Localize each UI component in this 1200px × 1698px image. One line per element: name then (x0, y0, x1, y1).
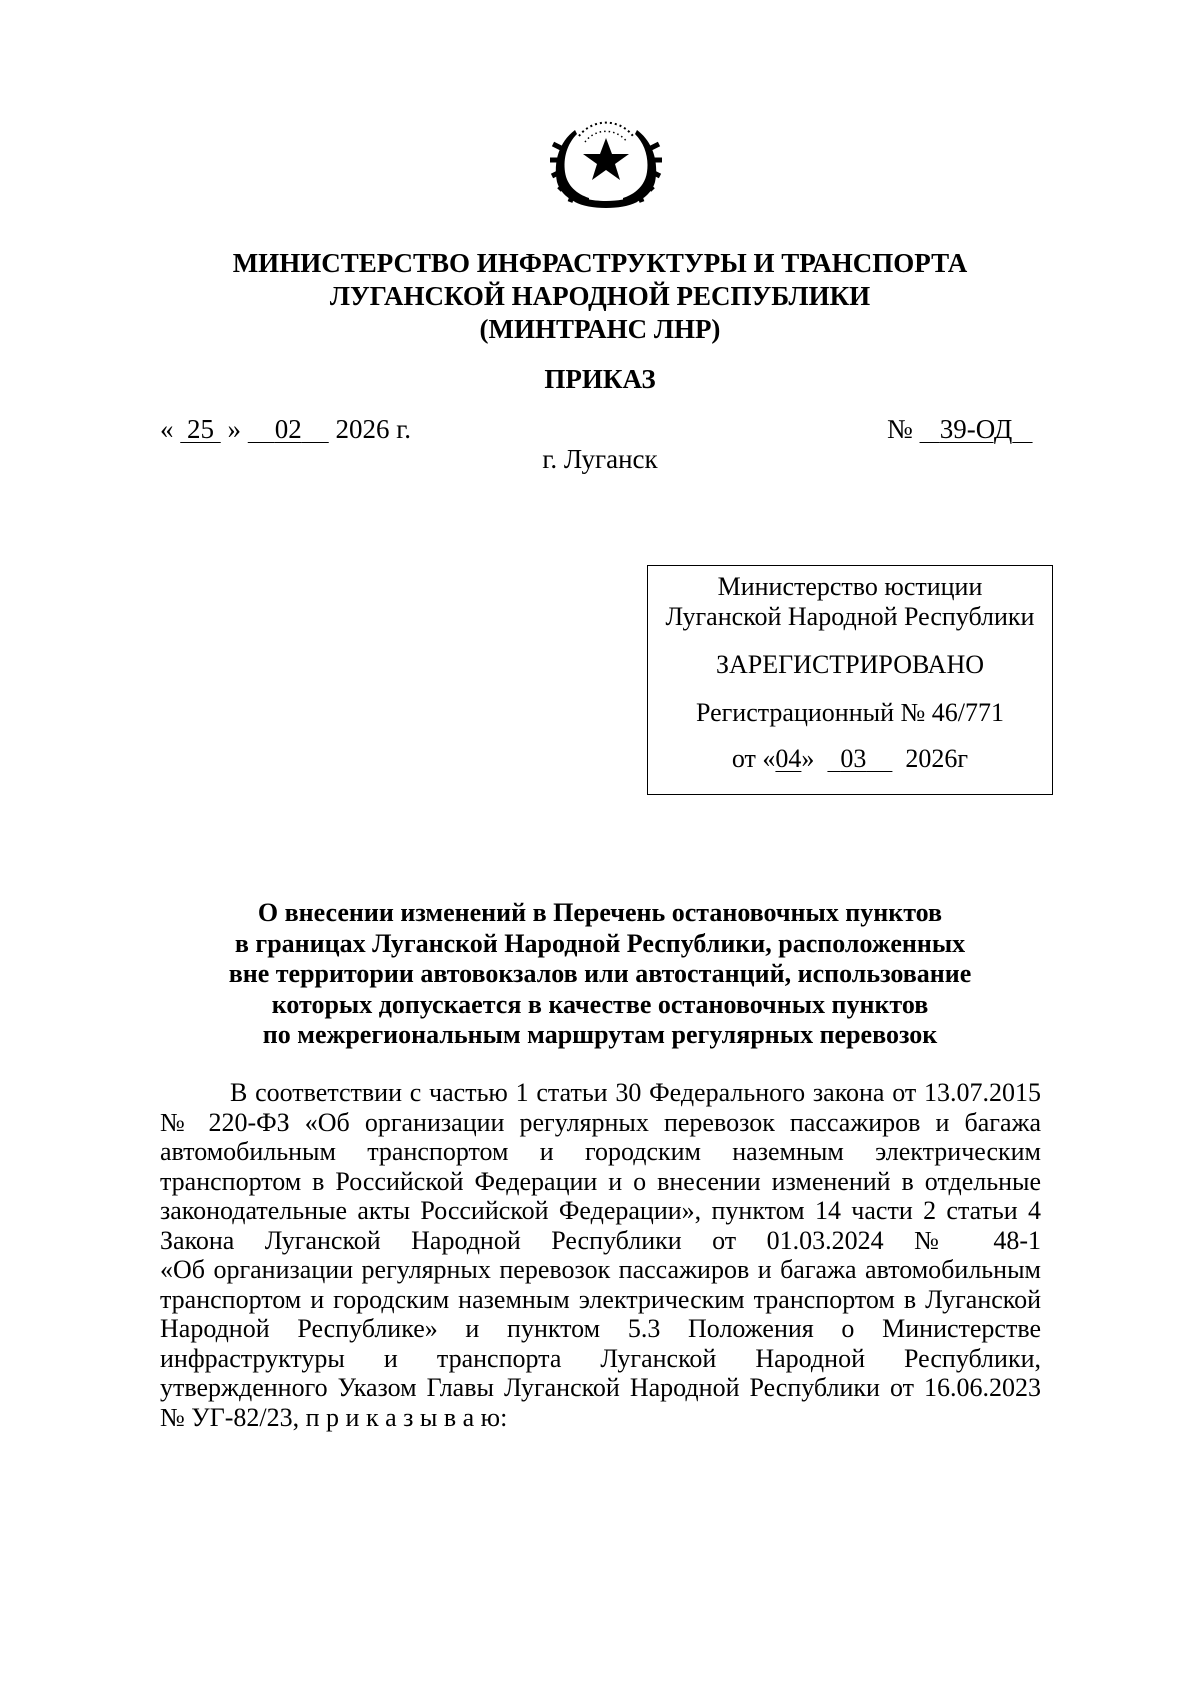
body-line: законодательные акты Российской Федерации», пунктом 14 части 2 статьи 4 (160, 1196, 1041, 1225)
emblem-icon (545, 108, 667, 212)
document-title-line: в границах Луганской Народной Республики, расположенных (234, 928, 966, 958)
ministry-name-line1: МИНИСТЕРСТВО ИНФРАСТРУКТУРЫ И ТРАНСПОРТА (232, 248, 968, 278)
body-line: «Об организации регулярных перевозок пассажиров и багажа автомобильным (160, 1255, 1041, 1284)
body-line: Закона Луганской Народной Республики от 01.03.2024 № 48-1 (160, 1225, 1041, 1255)
order-city: г. Луганск (542, 444, 658, 474)
body-line: Народной Республике» и пунктом 5.3 Положения о Министерстве (160, 1314, 1041, 1343)
registration-day: 04 (775, 744, 802, 773)
registration-authority-line2: Луганской Народной Республики (665, 602, 1035, 631)
body-line: транспортом в Российской Федерации и о внесении изменений в отдельные (160, 1166, 1041, 1196)
document-title-line: О внесении изменений в Перечень остановочных пунктов (257, 898, 943, 927)
order-number-value: 39-ОД (939, 414, 1013, 444)
order-month: 02 (274, 414, 302, 444)
order-number: № 39-ОД (887, 412, 1033, 446)
order-date: « 25 » 02 2026 г. (160, 414, 412, 444)
body-line: № 220-ФЗ «Об организации регулярных перевозок пассажиров и багажа (160, 1107, 1041, 1137)
document-body (160, 1078, 1041, 1432)
body-line: утвержденного Указом Главы Луганской Народной Республики от 16.06.2023 (160, 1373, 1041, 1402)
registration-status: ЗАРЕГИСТРИРОВАНО (716, 650, 984, 679)
body-line: транспортом и городским наземным электрическим транспортом в Луганской (160, 1284, 1041, 1314)
document-title-line: по межрегиональным маршрутам регулярных перевозок (262, 1020, 938, 1049)
document-title (0, 898, 1200, 1051)
registration-month: 03 (840, 744, 867, 773)
registration-stamp (647, 565, 1053, 795)
registration-authority-line1: Министерство юстиции (717, 572, 983, 601)
registration-number: Регистрационный № 46/771 (695, 698, 1005, 727)
registration-date: от «04» 03 2026г (731, 744, 969, 773)
ministry-name-line2: ЛУГАНСКОЙ НАРОДНОЙ РЕСПУБЛИКИ (329, 281, 871, 311)
body-line: автомобильным транспортом и городским наземным электрическим (160, 1137, 1041, 1166)
document-title-line: вне территории автовокзалов или автостанций, использование (228, 959, 972, 988)
ministry-abbreviation: (МИНТРАНС ЛНР) (479, 314, 721, 344)
order-year: 2026 г. (335, 414, 412, 444)
body-line: В соответствии с частью 1 статьи 30 Федерального закона от 13.07.2015 (230, 1078, 1041, 1107)
order-day: 25 (187, 414, 214, 444)
body-line: № УГ-82/23, п р и к а з ы в а ю: (160, 1402, 508, 1432)
body-line: инфраструктуры и транспорта Луганской Народной Республики, (160, 1343, 1041, 1373)
document-title-line: которых допускается в качестве остановочных пунктов (271, 989, 929, 1019)
order-title: ПРИКАЗ (544, 364, 656, 394)
